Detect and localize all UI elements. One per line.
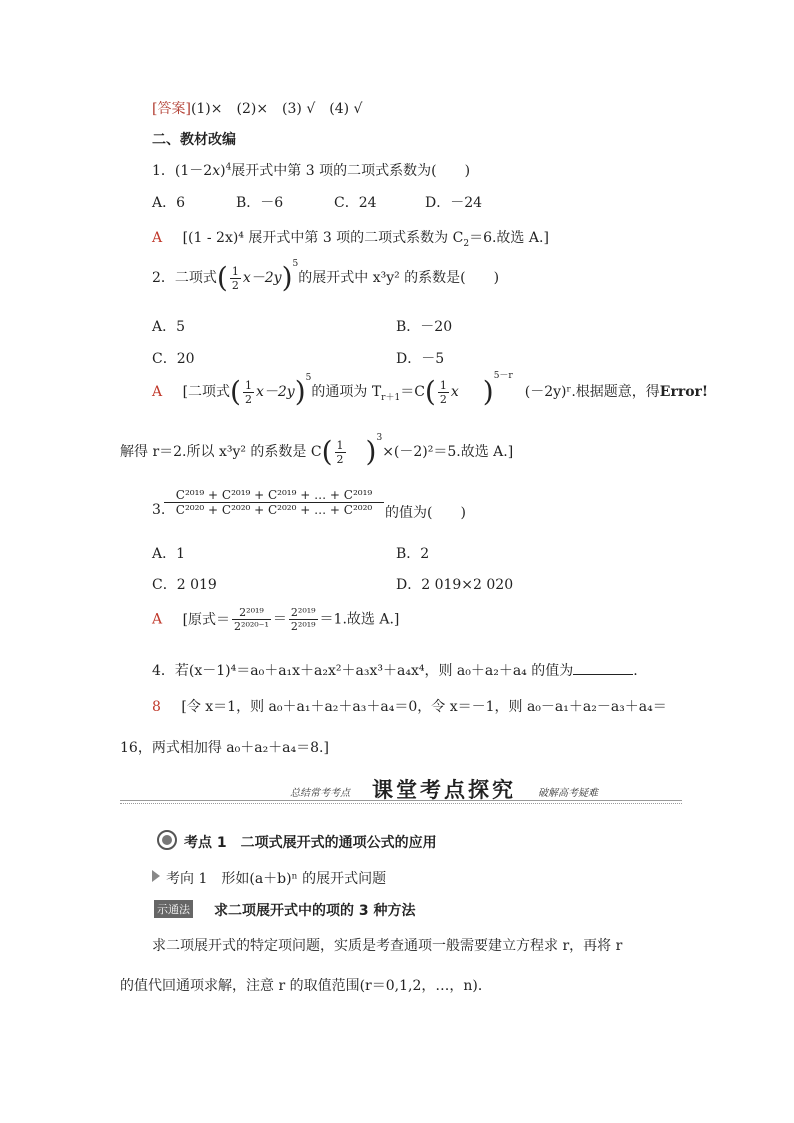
kaoxiang-title: 考向 1 形如(a＋b)ⁿ 的展开式问题 <box>166 871 387 887</box>
banner-divider <box>120 800 682 801</box>
arrow-right-icon <box>152 870 160 882</box>
tongfa-title: 求二项展开式中的项的 3 种方法 <box>214 903 416 919</box>
answer-label: [答案] <box>152 101 191 117</box>
kaodian-title: 考点 1 二项式展开式的通项公式的应用 <box>184 835 437 851</box>
q3-explanation: A [原式＝ $\frac{\text{2²⁰¹⁹}}{\text{2²⁰²⁰⁻¹}}$ ＝ $\frac{\text{2²⁰¹⁹}}{\text{2²⁰¹⁹}}$ ＝1.故选 A.] <box>152 606 400 633</box>
q1-option-b: B．－6 <box>236 195 284 211</box>
q2-answer-letter: A <box>152 384 163 400</box>
q4-explanation: 8 [令 x＝1，则 a₀＋a₁＋a₂＋a₃＋a₄＝0，令 x＝－1，则 a₀－a₁＋a₂－a₃＋a₄＝ <box>152 699 667 715</box>
q1-option-c: C．24 <box>334 195 377 211</box>
q4-explanation-cont: 16，两式相加得 a₀＋a₂＋a₄＝8.] <box>120 740 329 756</box>
q3-option-d: D．2 019×2 020 <box>396 577 514 593</box>
body-line-2: 的值代回通项求解，注意 r 的取值范围(r＝0,1,2，…，n)． <box>120 978 492 994</box>
q3-option-c: C．2 019 <box>152 577 217 593</box>
q3-fraction: $\frac{\text{C²⁰¹⁹ + C²⁰¹⁹ + C²⁰¹⁹ + … + C²⁰¹⁹}}{\text{C²⁰²⁰ + C²⁰²⁰ + C²⁰²⁰ + … + C²⁰²⁰}}$ <box>164 488 384 517</box>
q1-answer-letter: A <box>152 230 163 246</box>
q4-answer-blank <box>573 662 633 675</box>
answer-line <box>152 98 362 118</box>
banner-center: 课堂考点探究 <box>372 778 516 802</box>
q2-explanation-cont: 解得 r＝2.所以 x³y² 的系数是 C( $\frac{1}{2}$ )$^3$×(－2)²＝5.故选 A.] <box>120 433 514 468</box>
banner-divider-2 <box>120 803 682 804</box>
banner-left: 总结常考考点 <box>290 788 350 799</box>
body-line-1: 求二项展开式的特定项问题，实质是考查通项一般需要建立方程求 r，再将 r <box>152 938 623 954</box>
q4-answer-value: 8 <box>152 699 161 715</box>
q2-option-b: B．－20 <box>396 319 453 335</box>
answer-items: (1)× (2)× (3) √ (4) √ <box>190 101 363 117</box>
q1-option-a: A．6 <box>152 195 186 211</box>
q2-option-d: D．－5 <box>396 351 445 367</box>
q3-label: 3. <box>152 502 166 518</box>
q3-answer-letter: A <box>152 611 163 628</box>
banner-right: 破解高考疑难 <box>538 788 598 799</box>
q4-stem: 4．若(x－1)⁴＝a₀＋a₁x＋a₂x²＋a₃x³＋a₄x⁴，则 a₀＋a₂＋a₄ 的值为 . <box>152 663 638 679</box>
section-title: 二、教材改编 <box>152 132 236 148</box>
q3-option-b: B．2 <box>396 546 430 562</box>
q3-tail: 的值为( ) <box>385 505 466 521</box>
q1-stem: 1．$(1-2x)^4$展开式中第 3 项的二项式系数为( ) <box>152 162 471 179</box>
q2-option-c: C．20 <box>152 351 195 367</box>
q3-option-a: A．1 <box>152 546 186 562</box>
q2-stem: 2．二项式( $\frac{1}{2}$ x－2y)$^5$的展开式中 x³y² 的系数是( ) <box>152 259 500 294</box>
q2-explanation: A [二项式( $\frac{1}{2}$ x－2y)$^5$的通项为 $T_{r+1}=C$( $\frac{1}{2}$ x )$^{5-r}$(－2y)ʳ.根据题意，得Error! <box>152 371 709 408</box>
q2-option-a: A．5 <box>152 319 186 335</box>
tongfa-tag: 示通法 <box>154 900 193 918</box>
q1-explanation: A [(1 - 2x)⁴ 展开式中第 3 项的二项式系数为 $C_2=6$.故选 A.] <box>152 230 549 249</box>
target-circle-icon <box>157 830 177 850</box>
q1-option-d: D．－24 <box>425 195 483 211</box>
